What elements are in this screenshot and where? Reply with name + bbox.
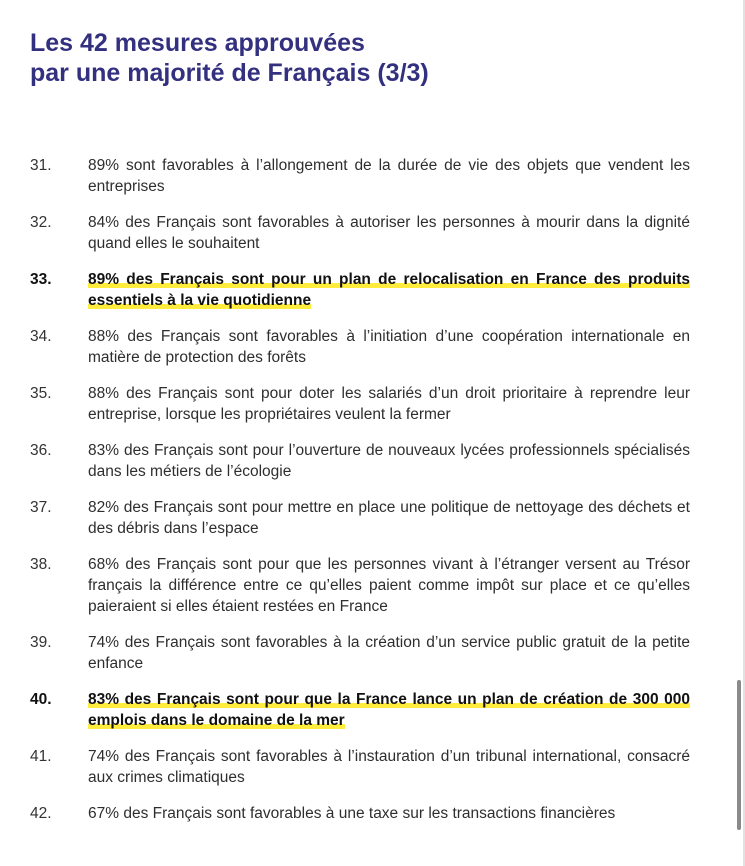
- item-number: 38.: [30, 556, 52, 573]
- item-text: 84% des Français sont favorables à autoriser les personnes à mourir dans la dignité quand elles le souhaitent: [88, 214, 690, 252]
- highlighted-text: 89% des Français sont pour un plan de relocalisation en France des produits essentiels à la vie quotidienne: [88, 271, 690, 309]
- item-number: 33.: [30, 271, 52, 288]
- item-text: 68% des Français sont pour que les personnes vivant à l’étranger versent au Trésor français la différence entre ce qu’elles paient comme impôt sur place et ce qu’elles paieraient si elles étaient restées en France: [88, 556, 690, 615]
- item-number: 36.: [30, 442, 52, 459]
- item-text: 83% des Français sont pour l’ouverture de nouveaux lycées professionnels spécialisés dans les métiers de l’écologie: [88, 442, 690, 480]
- item-text: 74% des Français sont favorables à la création d’un service public gratuit de la petite enfance: [88, 634, 690, 672]
- list-item-42: [30, 803, 690, 824]
- highlighted-text: 83% des Français sont pour que la France lance un plan de création de 300 000 emplois dans le domaine de la mer: [88, 691, 690, 729]
- page-title: [30, 28, 429, 88]
- list-item-31: [30, 155, 690, 197]
- list-item-37: [30, 497, 690, 539]
- list-item-39: [30, 632, 690, 674]
- page-title-line-2: par une majorité de Français (3/3): [30, 59, 429, 87]
- item-text: 67% des Français sont favorables à une taxe sur les transactions financières: [88, 805, 616, 822]
- item-text-highlighted: [88, 269, 690, 311]
- item-number: 37.: [30, 499, 52, 516]
- item-number: 42.: [30, 805, 52, 822]
- list-item-33-highlighted: [30, 269, 690, 311]
- item-number: 35.: [30, 385, 52, 402]
- item-number: 41.: [30, 748, 52, 765]
- list-item-36: [30, 440, 690, 482]
- list-item-35: [30, 383, 690, 425]
- item-text: 89% sont favorables à l’allongement de la durée de vie des objets que vendent les entreprises: [88, 157, 690, 195]
- item-text: 88% des Français sont pour doter les salariés d’un droit prioritaire à reprendre leur entreprise, lorsque les propriétaires veulent la fermer: [88, 385, 690, 423]
- list-item-38: [30, 554, 690, 617]
- item-text-highlighted: [88, 689, 690, 731]
- measures-list: [30, 155, 690, 839]
- item-text: 74% des Français sont favorables à l’instauration d’un tribunal international, consacré aux crimes climatiques: [88, 748, 690, 786]
- list-item-34: [30, 326, 690, 368]
- item-number: 32.: [30, 214, 52, 231]
- item-number: 34.: [30, 328, 52, 345]
- list-item-40-highlighted: [30, 689, 690, 731]
- item-number: 40.: [30, 691, 52, 708]
- item-number: 39.: [30, 634, 52, 651]
- item-text: 88% des Français sont favorables à l’initiation d’une coopération internationale en matière de protection des forêts: [88, 328, 690, 366]
- scrollbar[interactable]: [737, 680, 741, 830]
- item-number: 31.: [30, 157, 52, 174]
- page-title-line-1: Les 42 mesures approuvées: [30, 29, 365, 57]
- list-item-41: [30, 746, 690, 788]
- item-text: 82% des Français sont pour mettre en place une politique de nettoyage des déchets et des débris dans l’espace: [88, 499, 690, 537]
- list-item-32: [30, 212, 690, 254]
